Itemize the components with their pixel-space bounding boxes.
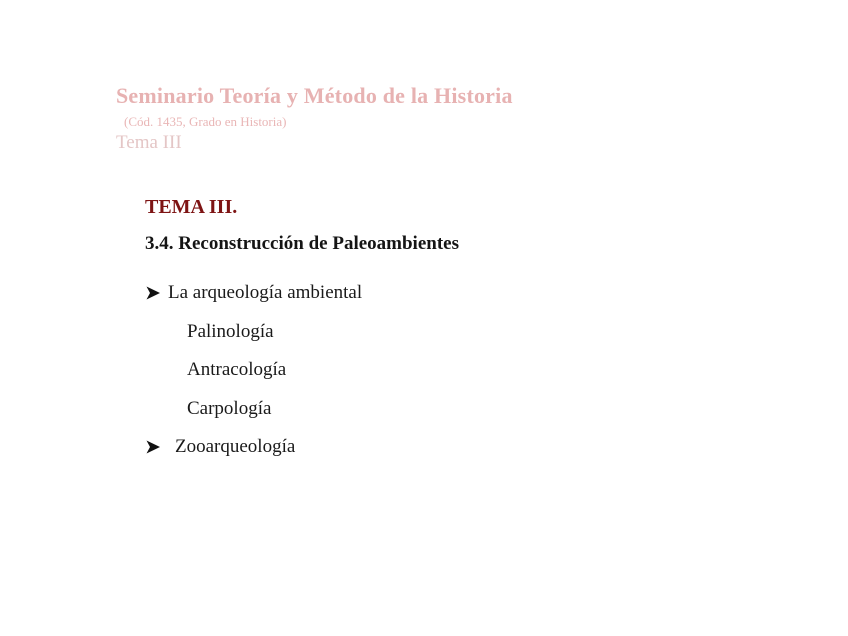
topic-outline: [145, 281, 459, 459]
course-title: Seminario Teoría y Método de la Historia: [116, 83, 513, 108]
course-code: (Cód. 1435, Grado en Historia): [124, 114, 287, 129]
topic-label: Tema III: [116, 132, 182, 153]
tema-heading: TEMA III.: [145, 196, 238, 218]
outline-subitem-palinologia: [145, 320, 459, 344]
outline-subitem-label: Palinología: [187, 320, 274, 342]
outline-item-zooarqueologia: [145, 435, 459, 459]
outline-item-arqueologia-ambiental: [145, 281, 459, 305]
arrowhead-bullet-icon: [145, 285, 161, 301]
section-heading: 3.4. Reconstrucción de Paleoambientes: [145, 233, 459, 254]
outline-subitem-antracologia: [145, 358, 459, 382]
outline-subitem-label: Carpología: [187, 397, 272, 419]
slide-body: [145, 193, 459, 474]
outline-item-label: La arqueología ambiental: [168, 282, 363, 303]
slide-header: [116, 82, 513, 155]
arrowhead-bullet-icon: [145, 439, 161, 455]
outline-subitem-label: Antracología: [187, 359, 287, 380]
outline-subitem-carpologia: [145, 397, 459, 421]
outline-item-label: Zooarqueología: [175, 436, 296, 457]
